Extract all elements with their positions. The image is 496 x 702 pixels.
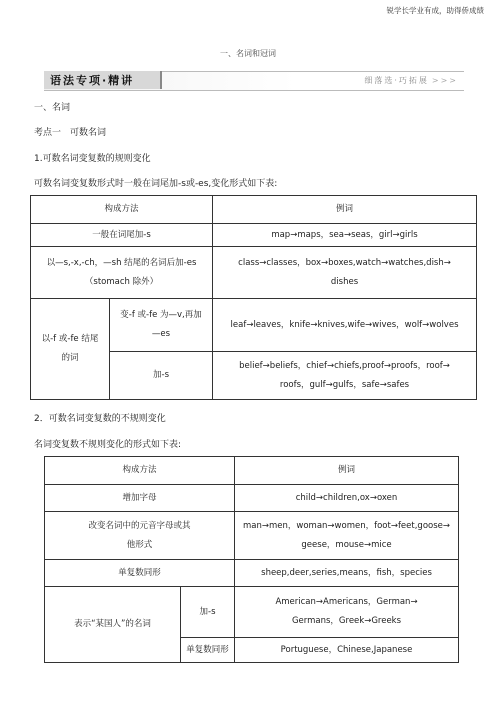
example-line: American→Americans，German→ xyxy=(275,597,418,607)
sub-method-line: —es xyxy=(151,329,171,339)
example-line: Germans，Greek→Greeks xyxy=(291,616,402,626)
sub-method-cell: 单复数同形 xyxy=(181,638,235,663)
header-example: 例词 xyxy=(235,457,459,485)
method-line: （stomach 除外） xyxy=(84,276,159,287)
group-label-line: 以-f 或-fe 结尾 xyxy=(41,334,99,344)
example-cell: child→children,ox→oxen xyxy=(235,485,459,512)
method-line: 他形式 xyxy=(126,539,153,550)
method-cell xyxy=(31,247,213,299)
example-cell: map→maps，sea→seas，girl→girls xyxy=(213,224,477,247)
example-line: class→classes，box→boxes,watch→watches,dish→ xyxy=(238,257,451,268)
method-line: 改变名词中的元音字母或其 xyxy=(88,520,191,531)
example-line: belief→beliefs，chief→chiefs,proof→proofs，roof→ xyxy=(239,360,450,371)
subsection-intro-2: 名词变复数不规则变化的形式如下表: xyxy=(34,440,182,450)
table-header-row xyxy=(45,457,459,485)
chapter-title: 一、名词和冠词 xyxy=(220,49,276,58)
example-cell xyxy=(235,512,459,560)
group-label-cell xyxy=(31,299,110,400)
method-line: 以—s,-x,-ch，—sh 结尾的名词后加-es xyxy=(46,257,197,268)
example-line: dishes xyxy=(330,276,359,287)
method-cell: 增加字母 xyxy=(45,485,235,512)
example-cell: leaf→leaves，knife→knives,wife→wives，wolf→wolves xyxy=(213,299,477,352)
method-cell: 单复数同形 xyxy=(45,560,235,587)
irregular-plural-table xyxy=(44,456,459,663)
table-row xyxy=(31,224,477,247)
group-label-cell: 表示“某国人”的名词 xyxy=(45,587,181,663)
header-example: 例词 xyxy=(213,196,477,224)
table-row xyxy=(45,485,459,512)
example-cell: sheep,deer,series,means，fish，species xyxy=(235,560,459,587)
example-line: geese，mouse→mice xyxy=(301,539,392,550)
point-heading: 考点一 可数名词 xyxy=(34,128,107,138)
banner-subtitle xyxy=(364,71,458,89)
sub-method-cell xyxy=(110,299,213,352)
example-cell: Portuguese，Chinese,Japanese xyxy=(235,638,459,663)
chevrons-icon: >>> xyxy=(431,75,458,85)
header-method: 构成方法 xyxy=(31,196,213,224)
method-cell xyxy=(45,512,235,560)
table-row xyxy=(45,560,459,587)
table-row xyxy=(31,247,477,299)
example-cell xyxy=(213,352,477,400)
table-row xyxy=(45,512,459,560)
subsection-heading-1: 1.可数名词变复数的规则变化 xyxy=(34,154,151,164)
sub-method-line: 变-f 或-fe 为—v,再加 xyxy=(120,310,202,320)
sub-method-cell: 加-s xyxy=(181,587,235,638)
banner-subtitle-text: 细落选·巧拓展 xyxy=(364,75,429,85)
table-row xyxy=(31,299,477,352)
group-label-line: 的词 xyxy=(61,353,79,363)
example-line: man→men，woman→women，foot→feet,goose→ xyxy=(243,520,451,531)
subsection-intro-1: 可数名词变复数形式时一般在词尾加-s或-es,变化形式如下表: xyxy=(34,179,278,189)
regular-plural-table xyxy=(30,195,477,400)
watermark-text: 锐学长学业有成，助得侨成绩 xyxy=(386,6,484,15)
section-banner xyxy=(44,71,464,89)
table-row xyxy=(45,587,459,638)
table-header-row xyxy=(31,196,477,224)
header-method: 构成方法 xyxy=(45,457,235,485)
section-heading: 一、名词 xyxy=(34,103,71,113)
sub-method-cell: 加-s xyxy=(110,352,213,400)
banner-title: 语法专项·精讲 xyxy=(44,71,162,89)
subsection-heading-2: 2．可数名词变复数的不规则变化 xyxy=(34,414,166,424)
example-cell xyxy=(235,587,459,638)
example-cell xyxy=(213,247,477,299)
method-cell: 一般在词尾加-s xyxy=(31,224,213,247)
example-line: roofs，gulf→gulfs，safe→safes xyxy=(279,379,410,390)
